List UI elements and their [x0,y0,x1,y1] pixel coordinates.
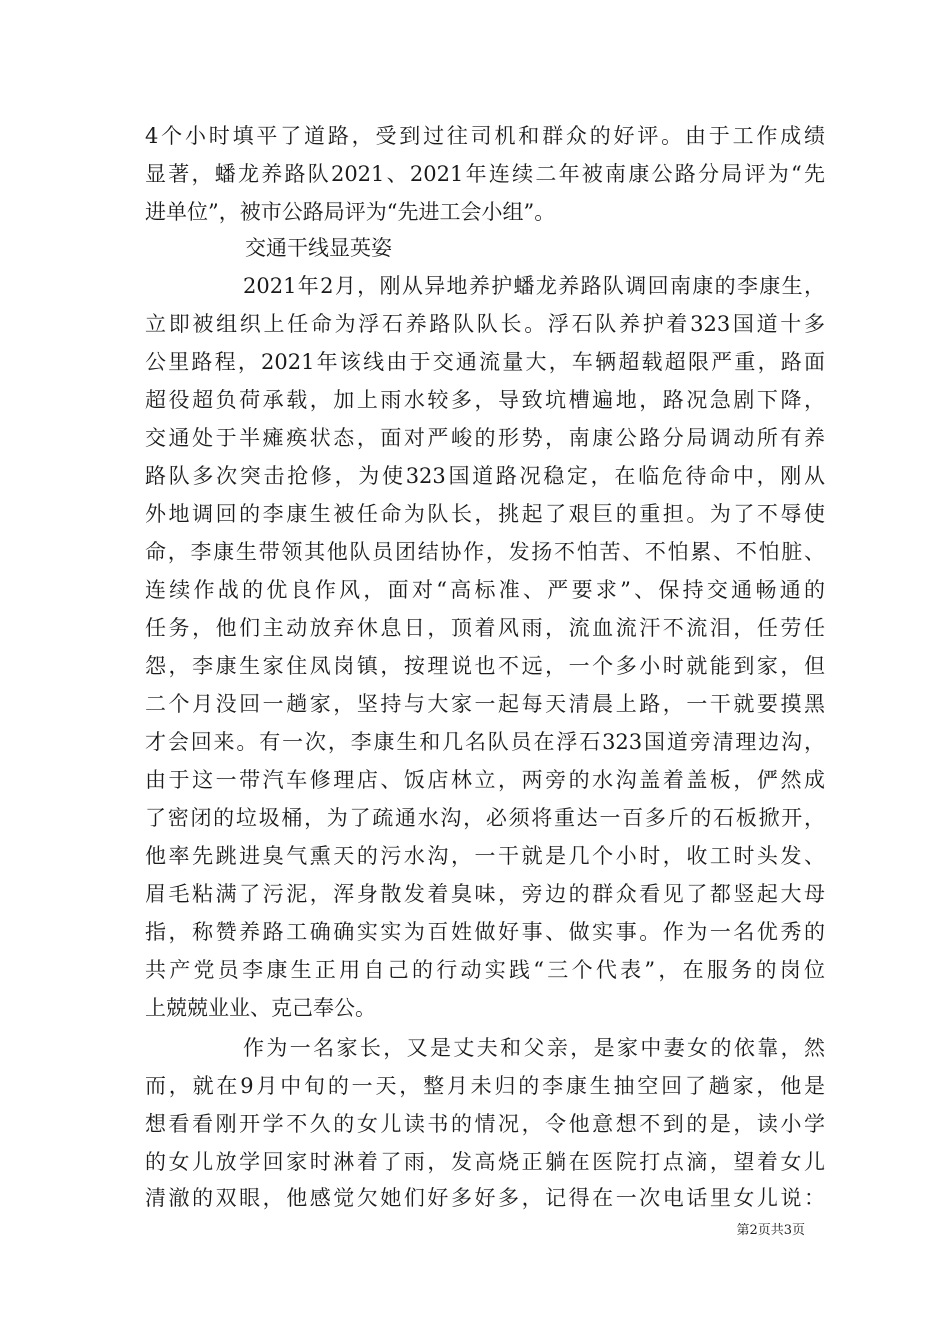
paragraph-2-line-4: 超役超负荷承载，加上雨水较多，导致坑槽遍地，路况急剧下降， [145,388,825,412]
paragraph-2-line-9: 连续作战的优良作风，面对“高标准、严要求”、保持交通畅通的 [145,578,825,602]
paragraph-2-line-5: 交通处于半瘫痪状态，面对严峻的形势，南康公路分局调动所有养 [145,426,825,450]
paragraph-2-line-10: 任务，他们主动放弃休息日，顶着风雨，流血流汗不流泪，任劳任 [145,616,825,640]
paragraph-1-line-2: 显著，蟠龙养路队2021、2021年连续二年被南康公路分局评为“先 [145,162,825,186]
paragraph-3-line-1: 作为一名家长，又是丈夫和父亲，是家中妻女的依靠，然 [243,1036,825,1060]
paragraph-2-line-20: 上兢兢业业、克己奉公。 [145,996,376,1020]
paragraph-2-line-7: 外地调回的李康生被任命为队长，挑起了艰巨的重担。为了不辱使 [145,502,825,526]
paragraph-2-line-12: 二个月没回一趟家，坚持与大家一起每天清晨上路，一干就要摸黑 [145,692,825,716]
paragraph-2-line-19: 共产党员李康生正用自己的行动实践“三个代表”，在服务的岗位 [145,958,825,982]
paragraph-2-line-13: 才会回来。有一次，李康生和几名队员在浮石323国道旁清理边沟， [145,730,825,754]
paragraph-2-line-11: 怨，李康生家住凤岗镇，按理说也不远，一个多小时就能到家，但 [145,654,825,678]
paragraph-3-line-3: 想看看刚开学不久的女儿读书的情况，令他意想不到的是，读小学 [145,1112,825,1136]
paragraph-2-line-2: 立即被组织上任命为浮石养路队队长。浮石队养护着323国道十多 [145,312,825,336]
paragraph-3-line-2: 而，就在9月中旬的一天，整月未归的李康生抽空回了趟家，他是 [145,1074,825,1098]
paragraph-2-line-1: 2021年2月，刚从异地养护蟠龙养路队调回南康的李康生， [243,274,825,298]
page-number: 第2页共3页 [736,1223,805,1238]
paragraph-3-line-4: 的女儿放学回家时淋着了雨，发高烧正躺在医院打点滴，望着女儿 [145,1150,825,1174]
paragraph-2-line-16: 他率先跳进臭气熏天的污水沟，一干就是几个小时，收工时头发、 [145,844,825,868]
paragraph-2-line-15: 了密闭的垃圾桶，为了疏通水沟，必须将重达一百多斤的石板掀开， [145,806,825,830]
paragraph-3-line-5: 清澈的双眼，他感觉欠她们好多好多，记得在一次电话里女儿说： [145,1186,825,1210]
paragraph-1-line-1: 4个小时填平了道路，受到过往司机和群众的好评。由于工作成绩 [145,124,825,148]
section-heading: 交通干线显英姿 [245,236,392,260]
paragraph-2-line-17: 眉毛粘满了污泥，浑身散发着臭味，旁边的群众看见了都竖起大母 [145,882,825,906]
paragraph-2-line-8: 命，李康生带领其他队员团结协作，发扬不怕苦、不怕累、不怕脏、 [145,540,825,564]
paragraph-1-line-3: 进单位”，被市公路局评为“先进工会小组”。 [145,200,556,224]
paragraph-2-line-3: 公里路程，2021年该线由于交通流量大，车辆超载超限严重，路面 [145,350,825,374]
paragraph-2-line-14: 由于这一带汽车修理店、饭店林立，两旁的水沟盖着盖板，俨然成 [145,768,825,792]
paragraph-2-line-18: 指，称赞养路工确确实实为百姓做好事、做实事。作为一名优秀的 [145,920,825,944]
paragraph-2-line-6: 路队多次突击抢修，为使323国道路况稳定，在临危待命中，刚从 [145,464,825,488]
